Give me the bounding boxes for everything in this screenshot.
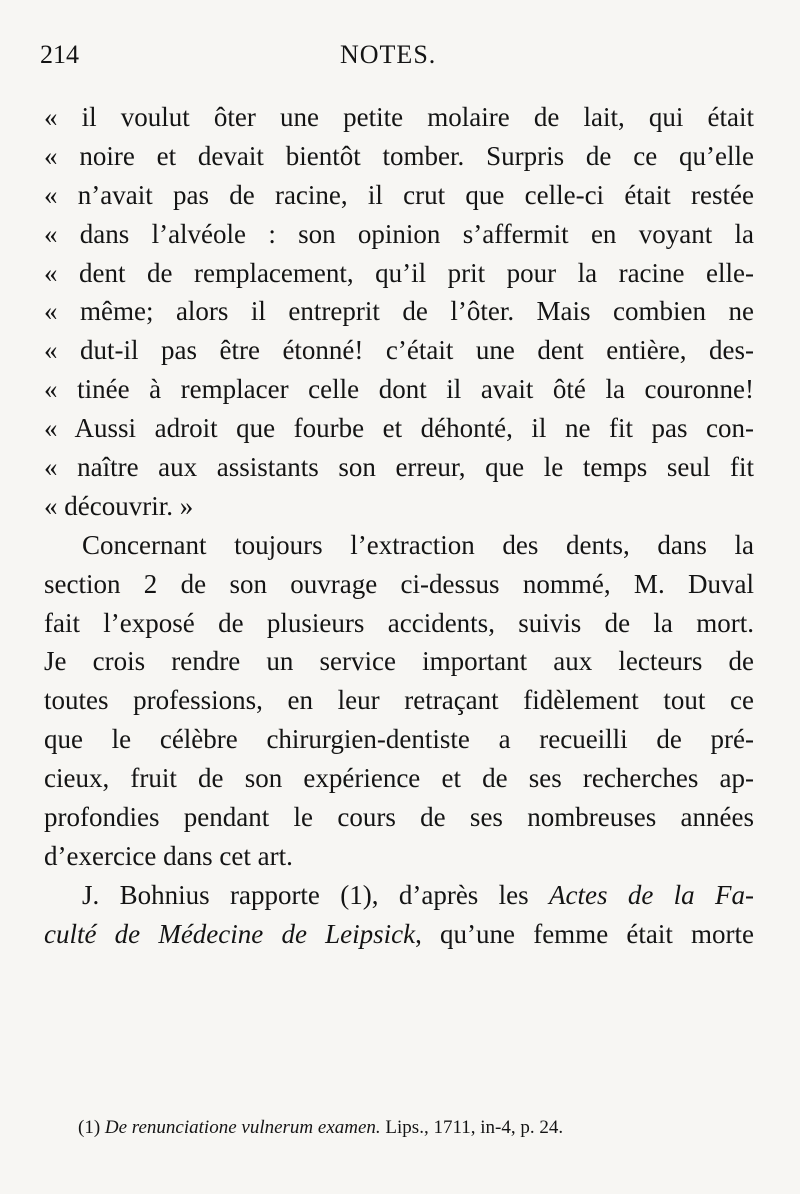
text-line: « n’avait pas de racine, il crut que celle-ci était restée [44, 179, 754, 210]
page-number: 214 [40, 40, 79, 69]
text-line: « tinée à remplacer celle dont il avait ôté la couronne! [44, 374, 754, 405]
text-line: « dent de remplacement, qu’il prit pour la racine elle- [44, 257, 754, 288]
footnote-marker: (1) [78, 1117, 101, 1138]
text-segment: , qu’une femme était morte [415, 918, 754, 949]
page-header [40, 40, 740, 80]
text-line [44, 915, 754, 954]
text-line: Je crois rendre un service important aux lecteurs de [44, 646, 754, 677]
paragraph-start-line [44, 876, 754, 915]
running-head: NOTES. [340, 40, 437, 69]
text-line: « Aussi adroit que fourbe et déhonté, il ne fit pas con- [44, 413, 754, 444]
footnote-details: Lips., 1711, in-4, p. 24. [385, 1117, 564, 1138]
text-line: toutes professions, en leur retraçant fidèlement tout ce [44, 685, 754, 716]
text-line: « dut-il pas être étonné! c’était une dent entière, des- [44, 335, 754, 366]
italic-citation: culté de Médecine de Leipsick [44, 918, 416, 949]
text-line: « il voulut ôter une petite molaire de lait, qui était [44, 102, 754, 132]
text-line: cieux, fruit de son expérience et de ses recherches ap- [44, 763, 754, 794]
text-line: que le célèbre chirurgien-dentiste a recueilli de pré- [44, 724, 754, 755]
text-line: d’exercice dans cet art. [44, 840, 293, 871]
text-line: « même; alors il entreprit de l’ôter. Mais combien ne [44, 296, 754, 327]
body-text [44, 98, 754, 954]
text-line: « découvrir. » [44, 490, 194, 521]
text-line: « noire et devait bientôt tomber. Surpris de ce qu’elle [44, 140, 754, 171]
text-line: fait l’exposé de plusieurs accidents, suivis de la mort. [44, 607, 754, 638]
text-segment: J. Bohnius rapporte (1), d’après les [82, 879, 529, 910]
italic-citation: Actes de la Fa- [549, 879, 754, 910]
text-line: profondies pendant le cours de ses nombreuses années [44, 802, 754, 833]
text-line: « naître aux assistants son erreur, que le temps seul fit [44, 452, 754, 483]
footnote [78, 1117, 718, 1139]
footnote-title: De renunciatione vulnerum examen. [104, 1117, 381, 1138]
text-line: section 2 de son ouvrage ci-dessus nommé, M. Duval [44, 568, 754, 599]
paragraph-start-line: Concernant toujours l’extraction des dents, dans la [82, 529, 754, 560]
text-line: « dans l’alvéole : son opinion s’affermit en voyant la [44, 218, 754, 249]
